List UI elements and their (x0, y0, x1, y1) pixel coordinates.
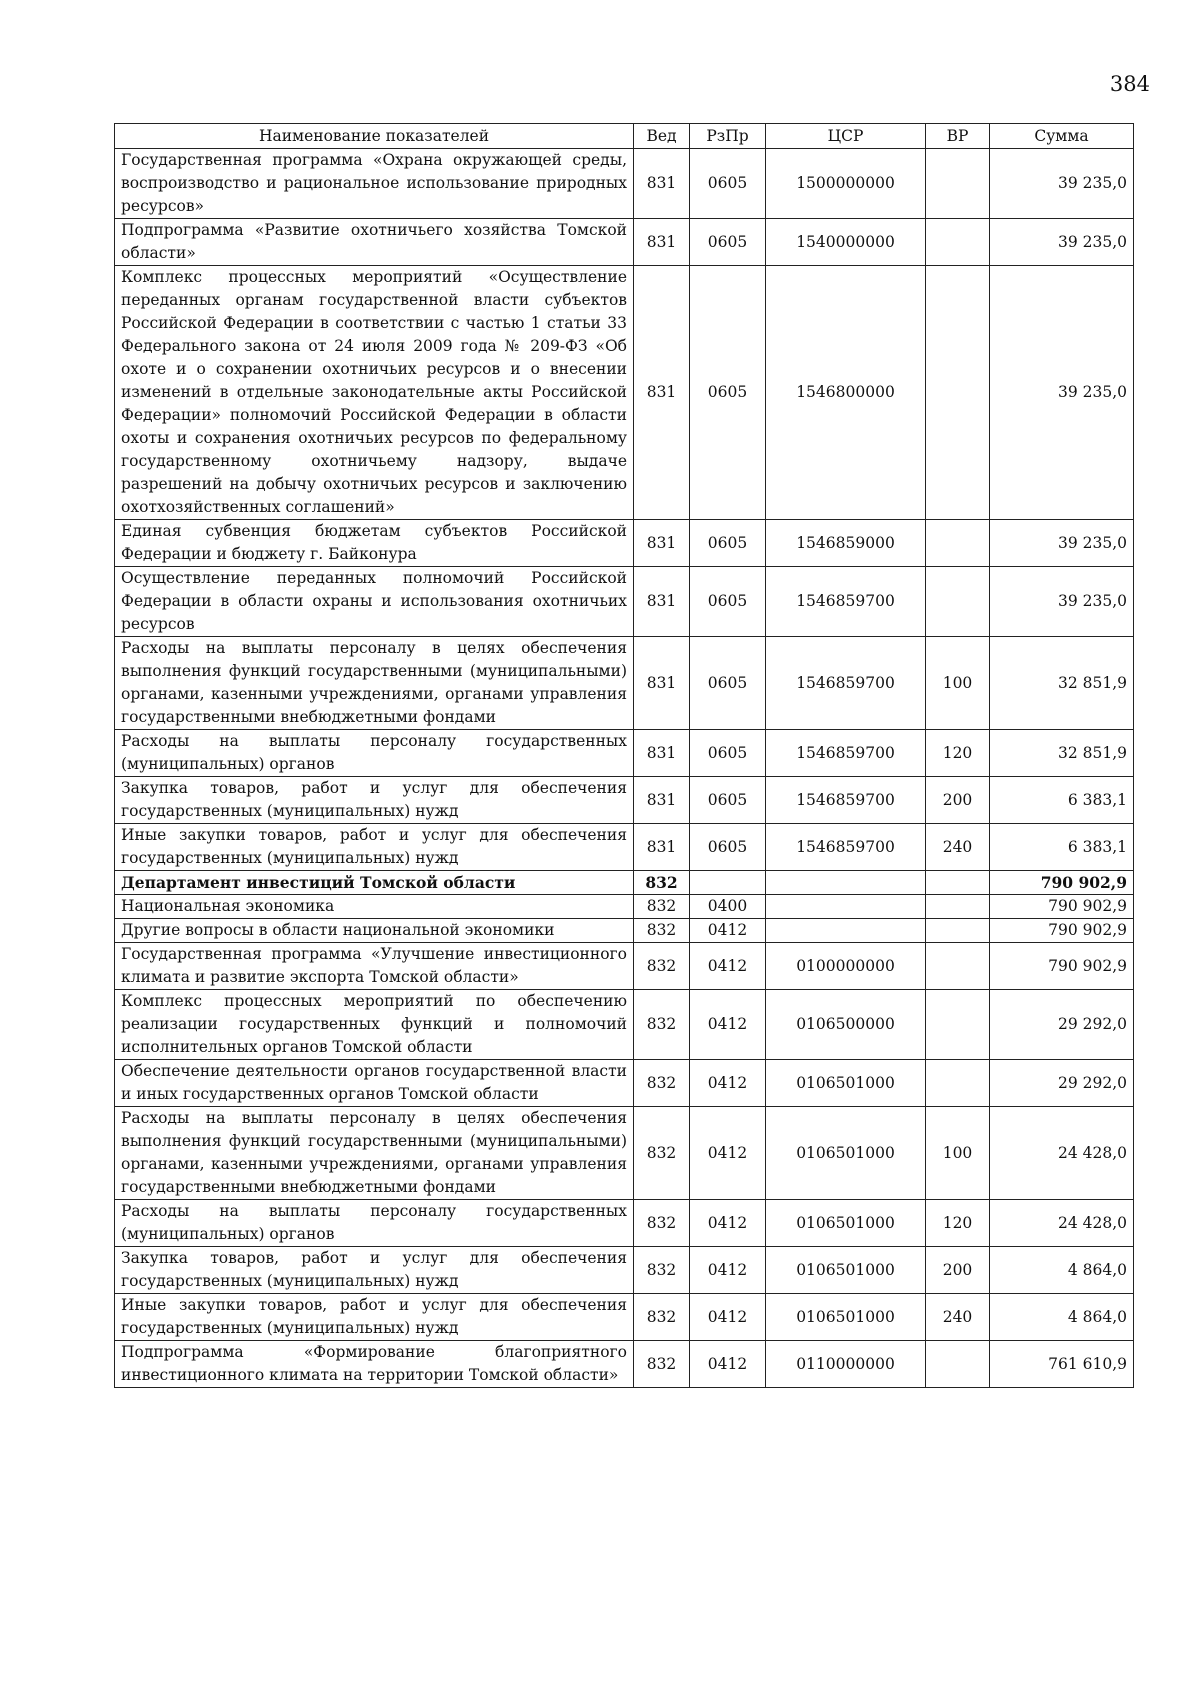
row-name-cell: Расходы на выплаты персоналу в целях обеспечения выполнения функций государственными (муниципальными) органами, казенными учреждениями, органами управления государственными внебюджетными фондами (115, 637, 634, 730)
row-rzpr-cell: 0605 (690, 520, 766, 567)
row-rzpr-cell: 0412 (690, 943, 766, 990)
row-ved-cell: 831 (634, 777, 690, 824)
row-sum-cell: 39 235,0 (990, 149, 1134, 219)
row-ved-cell: 832 (634, 1107, 690, 1200)
table-row (115, 919, 1134, 943)
row-vr-cell (926, 943, 990, 990)
row-ved-cell: 831 (634, 824, 690, 871)
row-sum-cell: 4 864,0 (990, 1294, 1134, 1341)
row-name-cell: Обеспечение деятельности органов государственной власти и иных государственных органов Томской области (115, 1060, 634, 1107)
row-name-cell: Закупка товаров, работ и услуг для обеспечения государственных (муниципальных) нужд (115, 777, 634, 824)
table-row (115, 777, 1134, 824)
row-csr-cell: 1546859700 (766, 730, 926, 777)
row-vr-cell (926, 219, 990, 266)
row-sum-cell: 790 902,9 (990, 895, 1134, 919)
table-header-row (115, 124, 1134, 149)
row-ved-cell: 832 (634, 1060, 690, 1107)
row-name-cell: Подпрограмма «Развитие охотничьего хозяйства Томской области» (115, 219, 634, 266)
row-rzpr-cell: 0412 (690, 1341, 766, 1388)
row-vr-cell (926, 149, 990, 219)
row-rzpr-cell (690, 871, 766, 895)
table-row (115, 871, 1134, 895)
row-ved-cell: 832 (634, 1294, 690, 1341)
table-row (115, 990, 1134, 1060)
table-row (115, 266, 1134, 520)
row-vr-cell (926, 520, 990, 567)
row-ved-cell: 831 (634, 520, 690, 567)
table-row (115, 637, 1134, 730)
table-row (115, 1341, 1134, 1388)
row-csr-cell: 1500000000 (766, 149, 926, 219)
row-ved-cell: 831 (634, 149, 690, 219)
budget-table (114, 123, 1134, 1388)
row-name-cell: Расходы на выплаты персоналу государственных (муниципальных) органов (115, 1200, 634, 1247)
row-vr-cell (926, 871, 990, 895)
row-name-cell: Другие вопросы в области национальной экономики (115, 919, 634, 943)
row-csr-cell: 1540000000 (766, 219, 926, 266)
row-rzpr-cell: 0605 (690, 777, 766, 824)
row-vr-cell (926, 895, 990, 919)
row-csr-cell: 0106501000 (766, 1107, 926, 1200)
row-rzpr-cell: 0605 (690, 219, 766, 266)
row-name-cell: Национальная экономика (115, 895, 634, 919)
row-csr-cell: 0110000000 (766, 1341, 926, 1388)
table-body (115, 149, 1134, 1388)
row-vr-cell: 120 (926, 730, 990, 777)
row-csr-cell (766, 871, 926, 895)
row-vr-cell (926, 1060, 990, 1107)
table-row (115, 730, 1134, 777)
table-row (115, 1060, 1134, 1107)
table-row (115, 1107, 1134, 1200)
table-row (115, 219, 1134, 266)
row-sum-cell: 24 428,0 (990, 1200, 1134, 1247)
row-ved-cell: 832 (634, 990, 690, 1060)
table-row (115, 895, 1134, 919)
row-sum-cell: 39 235,0 (990, 266, 1134, 520)
row-name-cell: Комплекс процессных мероприятий по обеспечению реализации государственных функций и полномочий исполнительных органов Томской области (115, 990, 634, 1060)
row-vr-cell (926, 567, 990, 637)
row-vr-cell: 240 (926, 824, 990, 871)
row-ved-cell: 831 (634, 219, 690, 266)
table-row (115, 1200, 1134, 1247)
header-rzpr: РзПр (690, 124, 766, 149)
row-vr-cell (926, 1341, 990, 1388)
row-rzpr-cell: 0412 (690, 990, 766, 1060)
row-rzpr-cell: 0605 (690, 266, 766, 520)
row-ved-cell: 832 (634, 1200, 690, 1247)
row-rzpr-cell: 0400 (690, 895, 766, 919)
row-name-cell: Департамент инвестиций Томской области (115, 871, 634, 895)
table-row (115, 824, 1134, 871)
row-ved-cell: 832 (634, 895, 690, 919)
row-name-cell: Иные закупки товаров, работ и услуг для обеспечения государственных (муниципальных) нужд (115, 824, 634, 871)
row-name-cell: Иные закупки товаров, работ и услуг для обеспечения государственных (муниципальных) нужд (115, 1294, 634, 1341)
row-csr-cell: 1546859700 (766, 777, 926, 824)
row-rzpr-cell: 0412 (690, 919, 766, 943)
table-row (115, 1247, 1134, 1294)
row-ved-cell: 831 (634, 266, 690, 520)
header-ved: Вед (634, 124, 690, 149)
row-name-cell: Подпрограмма «Формирование благоприятного инвестиционного климата на территории Томской области» (115, 1341, 634, 1388)
row-name-cell: Государственная программа «Улучшение инвестиционного климата и развитие экспорта Томской области» (115, 943, 634, 990)
row-csr-cell: 0106501000 (766, 1247, 926, 1294)
row-name-cell: Комплекс процессных мероприятий «Осуществление переданных органам государственной власти субъектов Российской Федерации в соответствии с частью 1 статьи 33 Федерального закона от 24 июля 2009 года № 209-ФЗ «Об охоте и о сохранении охотничьих ресурсов и о внесении изменений в отдельные законодательные акты Российской Федерации» полномочий Российской Федерации в области охоты и сохранения охотничьих ресурсов по федеральному государственному охотничьему надзору, выдаче разрешений на добычу охотничьих ресурсов и заключению охотхозяйственных соглашений» (115, 266, 634, 520)
row-ved-cell: 831 (634, 567, 690, 637)
row-csr-cell: 0106500000 (766, 990, 926, 1060)
row-vr-cell: 100 (926, 637, 990, 730)
row-sum-cell: 39 235,0 (990, 219, 1134, 266)
row-csr-cell: 1546800000 (766, 266, 926, 520)
row-vr-cell: 240 (926, 1294, 990, 1341)
row-vr-cell (926, 990, 990, 1060)
header-csr: ЦСР (766, 124, 926, 149)
row-csr-cell: 0106501000 (766, 1294, 926, 1341)
row-sum-cell: 6 383,1 (990, 777, 1134, 824)
row-vr-cell (926, 266, 990, 520)
row-name-cell: Расходы на выплаты персоналу государственных (муниципальных) органов (115, 730, 634, 777)
row-csr-cell: 1546859000 (766, 520, 926, 567)
row-vr-cell: 100 (926, 1107, 990, 1200)
row-sum-cell: 39 235,0 (990, 567, 1134, 637)
row-sum-cell: 790 902,9 (990, 871, 1134, 895)
row-name-cell: Осуществление переданных полномочий Российской Федерации в области охраны и использования охотничьих ресурсов (115, 567, 634, 637)
row-rzpr-cell: 0412 (690, 1200, 766, 1247)
table-row (115, 1294, 1134, 1341)
row-sum-cell: 32 851,9 (990, 637, 1134, 730)
row-sum-cell: 6 383,1 (990, 824, 1134, 871)
row-sum-cell: 790 902,9 (990, 919, 1134, 943)
row-rzpr-cell: 0605 (690, 567, 766, 637)
row-sum-cell: 790 902,9 (990, 943, 1134, 990)
row-ved-cell: 832 (634, 943, 690, 990)
row-rzpr-cell: 0605 (690, 149, 766, 219)
row-rzpr-cell: 0605 (690, 730, 766, 777)
row-sum-cell: 29 292,0 (990, 1060, 1134, 1107)
table-row (115, 567, 1134, 637)
row-rzpr-cell: 0605 (690, 824, 766, 871)
table-row (115, 149, 1134, 219)
row-name-cell: Единая субвенция бюджетам субъектов Российской Федерации и бюджету г. Байконура (115, 520, 634, 567)
row-sum-cell: 761 610,9 (990, 1341, 1134, 1388)
row-ved-cell: 832 (634, 871, 690, 895)
row-rzpr-cell: 0412 (690, 1247, 766, 1294)
row-ved-cell: 831 (634, 730, 690, 777)
table-row (115, 943, 1134, 990)
row-sum-cell: 4 864,0 (990, 1247, 1134, 1294)
row-ved-cell: 832 (634, 1247, 690, 1294)
row-name-cell: Расходы на выплаты персоналу в целях обеспечения выполнения функций государственными (муниципальными) органами, казенными учреждениями, органами управления государственными внебюджетными фондами (115, 1107, 634, 1200)
row-sum-cell: 32 851,9 (990, 730, 1134, 777)
row-csr-cell: 0100000000 (766, 943, 926, 990)
row-sum-cell: 24 428,0 (990, 1107, 1134, 1200)
row-csr-cell (766, 919, 926, 943)
row-vr-cell: 200 (926, 1247, 990, 1294)
row-ved-cell: 831 (634, 637, 690, 730)
row-csr-cell: 1546859700 (766, 637, 926, 730)
table-row (115, 520, 1134, 567)
row-rzpr-cell: 0412 (690, 1107, 766, 1200)
row-vr-cell: 200 (926, 777, 990, 824)
row-csr-cell: 1546859700 (766, 824, 926, 871)
row-rzpr-cell: 0412 (690, 1060, 766, 1107)
row-csr-cell: 0106501000 (766, 1060, 926, 1107)
row-rzpr-cell: 0605 (690, 637, 766, 730)
row-csr-cell: 0106501000 (766, 1200, 926, 1247)
row-csr-cell: 1546859700 (766, 567, 926, 637)
header-sum: Сумма (990, 124, 1134, 149)
row-name-cell: Государственная программа «Охрана окружающей среды, воспроизводство и рациональное использование природных ресурсов» (115, 149, 634, 219)
row-ved-cell: 832 (634, 1341, 690, 1388)
row-ved-cell: 832 (634, 919, 690, 943)
row-csr-cell (766, 895, 926, 919)
header-vr: ВР (926, 124, 990, 149)
row-sum-cell: 39 235,0 (990, 520, 1134, 567)
row-rzpr-cell: 0412 (690, 1294, 766, 1341)
header-name: Наименование показателей (115, 124, 634, 149)
page-number: 384 (1109, 72, 1150, 96)
row-vr-cell: 120 (926, 1200, 990, 1247)
row-name-cell: Закупка товаров, работ и услуг для обеспечения государственных (муниципальных) нужд (115, 1247, 634, 1294)
row-sum-cell: 29 292,0 (990, 990, 1134, 1060)
row-vr-cell (926, 919, 990, 943)
